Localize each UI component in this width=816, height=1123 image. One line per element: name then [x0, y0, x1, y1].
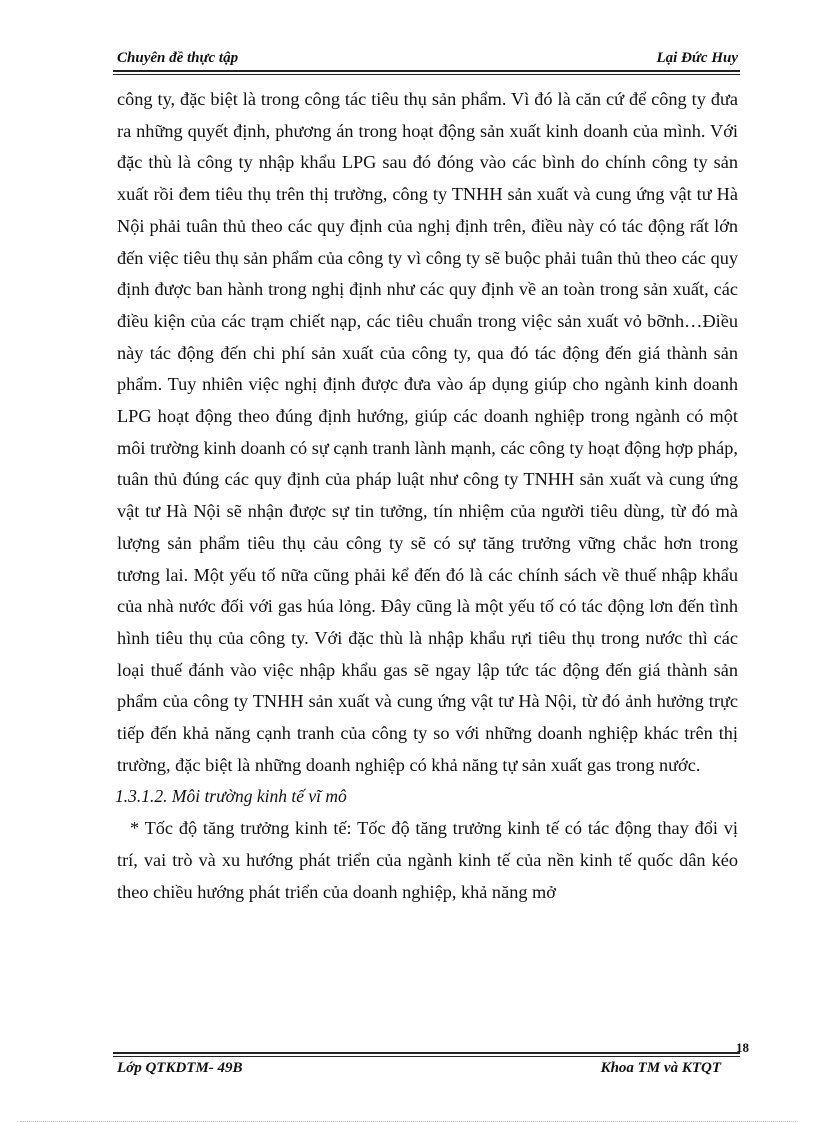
- page-header: [117, 48, 738, 72]
- header-divider-thin: [113, 74, 740, 75]
- header-divider: [113, 70, 740, 72]
- footer-divider-thin: [113, 1056, 740, 1057]
- page-footer: [117, 1060, 721, 1082]
- footer-divider: [113, 1052, 740, 1054]
- footer-faculty: Khoa TM và KTQT: [600, 1060, 721, 1076]
- page-number: 18: [736, 1040, 749, 1055]
- section-heading: 1.3.1.2. Môi trường kinh tế vĩ mô: [115, 786, 347, 807]
- page-edge-divider: [20, 1121, 796, 1122]
- footer-class: Lớp QTKDTM- 49B: [117, 1060, 243, 1076]
- page-body: [117, 84, 738, 908]
- body-paragraph: * Tốc độ tăng trưởng kinh tế: Tốc độ tăng trưởng kinh tế có tác động thay đổi vị trí, vai trò và xu hướng phát triển của ngành kinh tế của nền kinh tế quốc dân kéo theo chiều hướng phát triển của doanh nghiệp, khả năng mở: [117, 818, 738, 902]
- header-document-type: Chuyên đề thực tập: [117, 50, 239, 66]
- header-author: Lại Đức Huy: [656, 50, 738, 66]
- body-paragraph: công ty, đặc biệt là trong công tác tiêu thụ sản phẩm. Vì đó là căn cứ để công ty đưa ra những quyết định, phương án trong hoạt động sản xuất kinh doanh của mình. Với đặc thù là công ty nhập khẩu LPG sau đó đóng vào các bình do chính công ty sản xuất rồi đem tiêu thụ trên thị trường, công ty TNHH sản xuất và cung ứng vật tư Hà Nội phải tuân thủ theo các quy định của nghị định trên, điều này có tác động rất lớn đến việc tiêu thụ sản phẩm của công ty vì công ty sẽ buộc phải tuân thủ theo các quy định được ban hành trong nghị định như các quy định về an toàn trong sản xuất, các điều kiện của các trạm chiết nạp, các tiêu chuẩn trong việc sản xuất vỏ bỡnh…Điều này tác động đến chi phí sản xuất của công ty, qua đó tác động đến giá thành sản phẩm. Tuy nhiên việc nghị định được đưa vào áp dụng giúp cho ngành kinh doanh LPG hoạt động theo đúng định hướng, giúp các doanh nghiệp trong ngành có một môi trường kinh doanh có sự cạnh tranh lành mạnh, các công ty hoạt động hợp pháp, tuân thủ đúng các quy định của pháp luật như công ty TNHH sản xuất và cung ứng vật tư Hà Nội sẽ nhận được sự tin tưởng, tín nhiệm của người tiêu dùng, từ đó mà lượng sản phẩm tiêu thụ cảu công ty sẽ có sự tăng trưởng vững chắc hơn trong tương lai. Một yếu tố nữa cũng phải kể đến đó là các chính sách về thuế nhập khẩu của nhà nước đối với gas húa lỏng. Đây cũng là một yếu tố có tác động lơn đến tình hình tiêu thụ của công ty. Với đặc thù là nhập khẩu rựi tiêu thụ trong nước thì các loại thuế đánh vào việc nhập khẩu gas sẽ ngay lập tức tác động đến giá thành sản phẩm của công ty TNHH sản xuất và cung ứng vật tư Hà Nội, từ đó ảnh hưởng trực tiếp đến khả năng cạnh tranh của công ty so với những doanh nghiệp khác trên thị trường, đặc biệt là những doanh nghiệp có khả năng tự sản xuất gas trong nước.: [117, 89, 738, 775]
